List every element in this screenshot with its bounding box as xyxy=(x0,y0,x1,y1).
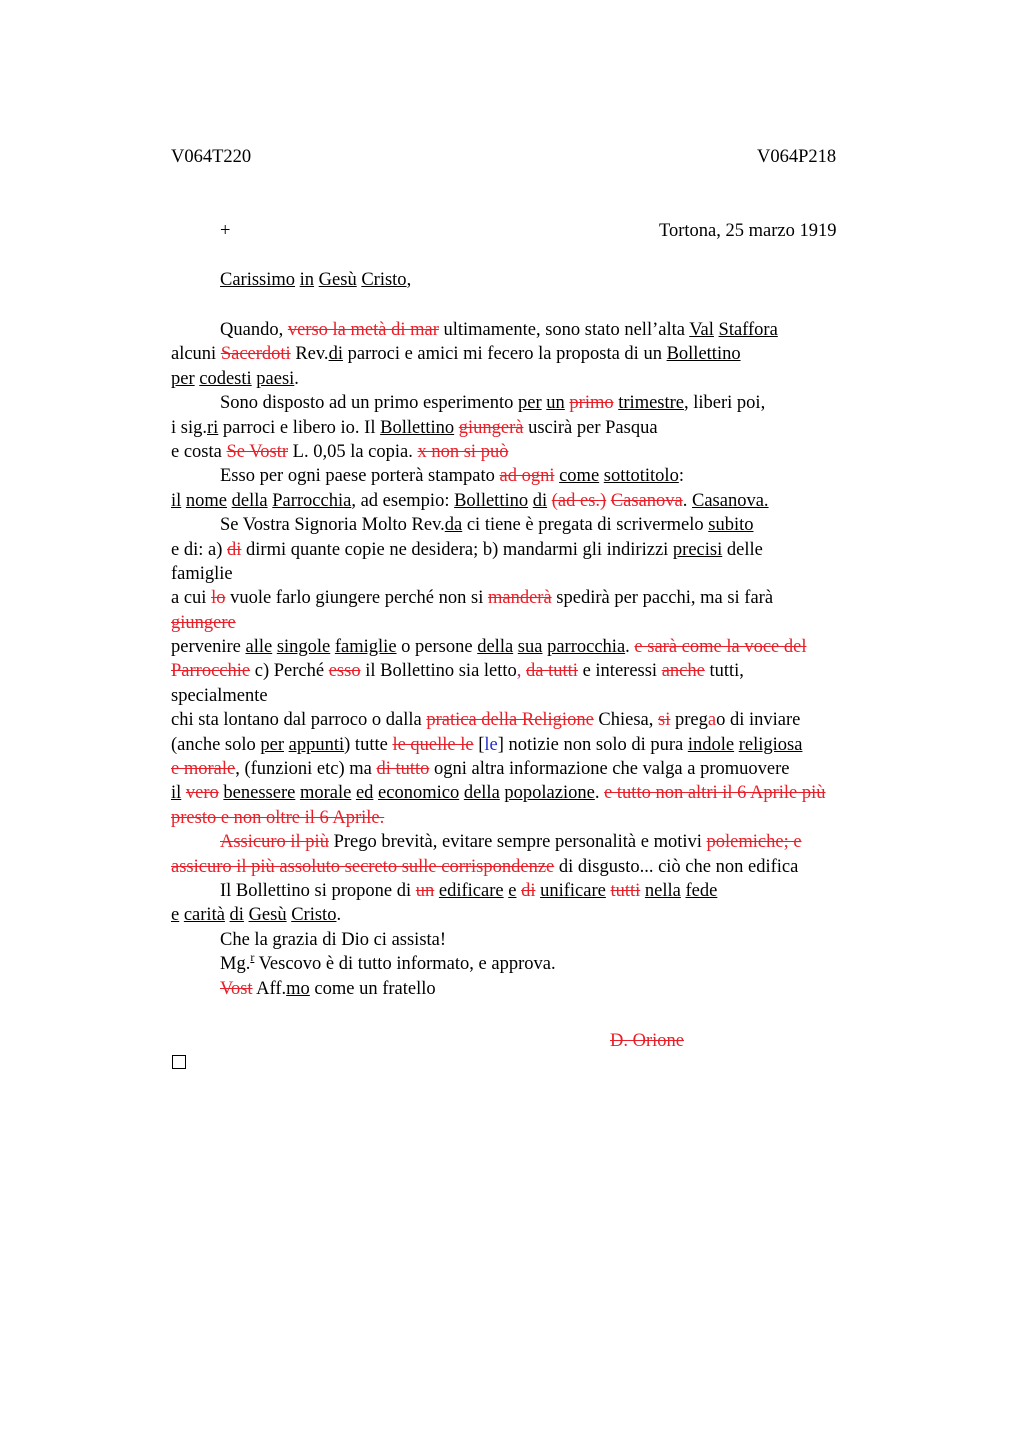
text-segment: o persone xyxy=(396,637,478,658)
text-segment: e interessi xyxy=(577,661,662,682)
header-left-code: V064T220 xyxy=(171,147,252,167)
deleted-text: si xyxy=(658,710,671,731)
underlined-text: popolazione xyxy=(504,783,595,804)
deleted-text: lo xyxy=(211,588,226,609)
text-line xyxy=(171,977,931,1001)
letter-body xyxy=(171,318,931,1001)
underlined-text: precisi xyxy=(672,539,723,560)
checkbox-square xyxy=(172,1055,186,1069)
underlined-text: di xyxy=(229,905,244,926)
underlined-text: come xyxy=(559,466,600,487)
deleted-text: presto e non oltre il 6 Aprile. xyxy=(171,807,385,828)
text-segment: famiglie xyxy=(171,563,233,584)
underlined-text: Bollettino xyxy=(454,490,529,511)
text-line xyxy=(171,562,931,586)
text-line xyxy=(171,952,931,976)
underlined-text: alle xyxy=(245,637,273,658)
underlined-text: indole xyxy=(687,734,735,755)
text-line xyxy=(171,440,931,464)
deleted-text: Se Vostr xyxy=(226,441,289,462)
underlined-text: di xyxy=(532,490,548,511)
text-line xyxy=(171,635,931,659)
header-right-code: V064P218 xyxy=(757,147,837,167)
underlined-text: della xyxy=(231,490,268,511)
deleted-text: assicuro il più assoluto secreto sulle corrispondenze xyxy=(171,856,555,877)
text-segment: c) Perché xyxy=(250,661,329,682)
underlined-text: Bollettino xyxy=(666,344,741,365)
text-line xyxy=(171,538,931,562)
underlined-text: singole xyxy=(276,637,331,658)
deleted-text: Vost xyxy=(220,978,253,999)
underlined-text: il xyxy=(171,490,182,511)
deleted-text: e morale xyxy=(171,759,236,780)
text-segment: delle xyxy=(722,539,763,560)
text-line xyxy=(171,416,931,440)
text-segment: e costa xyxy=(171,441,227,462)
deleted-text: Assicuro il più xyxy=(220,832,329,853)
deleted-text: Casanova xyxy=(610,490,683,511)
deleted-text: di xyxy=(521,880,536,901)
text-segment: parroci e amici mi fecero la proposta di un xyxy=(342,344,667,365)
text-segment: a cui xyxy=(171,588,212,609)
text-line xyxy=(171,903,931,927)
text-segment: . xyxy=(594,783,605,804)
deleted-text: (ad es.) xyxy=(551,490,607,511)
text-line xyxy=(171,611,931,635)
text-line xyxy=(171,464,931,488)
text-segment: (anche solo xyxy=(171,734,261,755)
text-segment: . xyxy=(294,368,299,389)
text-segment: Sono disposto ad un primo esperimento xyxy=(220,393,519,414)
salutation-word: Carissimo xyxy=(220,270,296,290)
text-line xyxy=(171,757,931,781)
underlined-text: della xyxy=(477,637,514,658)
text-segment: parroci e libero io. Il xyxy=(218,417,381,438)
underlined-text: edificare xyxy=(438,880,504,901)
text-line xyxy=(171,806,931,830)
text-segment: spedirà per pacchi, ma si farà xyxy=(551,588,774,609)
text-line xyxy=(171,342,931,366)
underlined-text: codesti xyxy=(199,368,252,389)
text-segment: vuole farlo giungere perché non si xyxy=(225,588,488,609)
editor-insertion: le xyxy=(484,734,498,755)
text-line xyxy=(171,928,931,952)
text-line xyxy=(171,855,931,879)
text-segment: Quando, xyxy=(220,320,288,340)
text-segment: o di inviare xyxy=(716,710,801,731)
text-segment: i sig. xyxy=(171,417,207,438)
salutation-word: Gesù xyxy=(318,270,357,290)
underlined-text: di xyxy=(328,344,343,365)
underlined-text: famiglie xyxy=(334,637,397,658)
text-segment: uscirà per Pasqua xyxy=(523,417,658,438)
underlined-text: sua xyxy=(517,637,543,658)
deleted-text: un xyxy=(415,880,435,901)
deleted-text: vero xyxy=(185,783,219,804)
text-segment: di disgusto... ciò che non edifica xyxy=(554,856,799,877)
deleted-text: e tutto non altri il 6 Aprile più xyxy=(604,783,826,804)
underlined-text: sottotitolo xyxy=(603,466,679,487)
place-date: Tortona, 25 marzo 1919 xyxy=(659,221,837,241)
text-segment: . xyxy=(336,905,342,926)
underlined-text: appunti xyxy=(288,734,345,755)
text-segment: Vescovo è di tutto informato, e approva. xyxy=(254,954,556,975)
text-segment: Chiesa, xyxy=(593,710,659,731)
text-line xyxy=(171,513,931,537)
text-segment: Aff. xyxy=(252,978,287,999)
underlined-text: per xyxy=(260,734,285,755)
underlined-text: un xyxy=(546,393,565,414)
text-segment: pervenire xyxy=(171,637,246,658)
text-segment: . xyxy=(625,637,635,658)
text-segment: Rev. xyxy=(290,344,329,365)
text-segment: . xyxy=(682,490,692,511)
underlined-text: subito xyxy=(708,515,754,536)
deleted-text: primo xyxy=(569,393,614,414)
text-segment: ogni altra informazione che valga a promuovere xyxy=(429,759,790,780)
text-segment: ultimamente, sono stato nell’alta xyxy=(438,320,690,340)
underlined-text: Casanova. xyxy=(692,490,769,511)
underlined-text: religiosa xyxy=(738,734,803,755)
deleted-text: x non si può xyxy=(417,441,509,462)
underlined-text: e xyxy=(508,880,517,901)
underlined-text: Parrocchia xyxy=(272,490,352,511)
underlined-text: paesi xyxy=(256,368,295,389)
underlined-text: parrocchia xyxy=(547,637,626,658)
text-line xyxy=(171,367,931,391)
underlined-text: Gesù xyxy=(248,905,287,926)
underlined-text: Staffora xyxy=(718,320,778,340)
text-segment: , ad esempio: xyxy=(351,490,455,511)
underlined-text: e xyxy=(171,905,180,926)
underlined-text: per xyxy=(171,368,195,389)
underlined-text: ri xyxy=(206,417,219,438)
deleted-text: tutti xyxy=(610,880,641,901)
salutation: Carissimo in Gesù Cristo, xyxy=(220,270,412,290)
underlined-text: da xyxy=(444,515,463,536)
deleted-text: giungerà xyxy=(458,417,524,438)
text-line xyxy=(171,659,931,683)
text-segment: Che la grazia di Dio ci assista! xyxy=(220,929,447,950)
deleted-text: e sarà come la voce del xyxy=(634,637,807,658)
deleted-text: esso xyxy=(328,661,361,682)
signature: D. Orione xyxy=(610,1031,684,1051)
underlined-text: il xyxy=(171,783,182,804)
text-line xyxy=(171,830,931,854)
underlined-text: carità xyxy=(183,905,225,926)
underlined-text: fede xyxy=(685,880,718,901)
text-segment: ) tutte xyxy=(344,734,393,755)
text-segment: Mg. xyxy=(220,954,251,975)
text-segment: come un fratello xyxy=(309,978,436,999)
underlined-text: benessere xyxy=(223,783,296,804)
deleted-text: da tutti xyxy=(526,661,578,682)
underlined-text: Val xyxy=(689,320,714,340)
underlined-text: Cristo xyxy=(291,905,337,926)
salutation-word: Cristo xyxy=(361,270,407,290)
deleted-text: ad ogni xyxy=(499,466,555,487)
text-segment: Prego brevità, evitare sempre personalità e motivi xyxy=(328,832,707,853)
salutation-word: in xyxy=(299,270,315,290)
deleted-text: giungere xyxy=(171,612,236,633)
text-segment: Esso per ogni paese porterà stampato xyxy=(220,466,500,487)
inserted-text: , xyxy=(516,661,522,682)
underlined-text: unificare xyxy=(540,880,606,901)
text-line xyxy=(171,391,931,415)
deleted-text: di xyxy=(227,539,242,560)
text-segment: e di: a) xyxy=(171,539,227,560)
text-line xyxy=(171,684,931,708)
deleted-text: di tutto xyxy=(376,759,430,780)
text-line xyxy=(171,489,931,513)
text-segment: tutti, xyxy=(704,661,744,682)
text-line xyxy=(171,318,931,342)
underlined-text: Bollettino xyxy=(380,417,455,438)
inserted-text: a xyxy=(707,710,717,731)
text-segment: , (funzioni etc) ma xyxy=(235,759,377,780)
text-segment: L. 0,05 la copia. xyxy=(288,441,418,462)
underlined-text: ed xyxy=(355,783,374,804)
text-segment: chi sta lontano dal parroco o dalla xyxy=(171,710,427,731)
text-segment: , liberi poi, xyxy=(684,393,766,414)
text-segment: : xyxy=(678,466,684,487)
text-segment: Se Vostra Signoria Molto Rev. xyxy=(220,515,445,536)
deleted-text: le quelle le xyxy=(392,734,474,755)
deleted-text: Sacerdoti xyxy=(220,344,291,365)
text-segment: il Bollettino sia letto xyxy=(360,661,517,682)
text-segment: dirmi quante copie ne desidera; b) mandarmi gli indirizzi xyxy=(241,539,673,560)
deleted-text: polemiche; e xyxy=(706,832,802,853)
underlined-text: nome xyxy=(185,490,228,511)
text-segment: Il Bollettino si propone di xyxy=(220,880,416,901)
deleted-text: verso la metà di mar xyxy=(287,320,439,340)
text-segment: specialmente xyxy=(171,685,268,706)
text-segment: preg xyxy=(670,710,708,731)
text-segment: ci tiene è pregata di scrivermelo xyxy=(462,515,709,536)
deleted-text: anche xyxy=(661,661,705,682)
text-line xyxy=(171,708,931,732)
underlined-text: trimestre xyxy=(618,393,685,414)
text-line xyxy=(171,733,931,757)
text-line xyxy=(171,586,931,610)
text-segment: [ xyxy=(473,734,485,755)
underlined-text: della xyxy=(463,783,500,804)
deleted-text: pratica della Religione xyxy=(426,710,594,731)
underlined-text: morale xyxy=(299,783,352,804)
underlined-text: per xyxy=(518,393,542,414)
text-line xyxy=(171,879,931,903)
cross-symbol: + xyxy=(220,221,231,241)
underlined-text: economico xyxy=(378,783,460,804)
text-line xyxy=(171,781,931,805)
deleted-text: Parrocchie xyxy=(171,661,251,682)
deleted-text: manderà xyxy=(487,588,552,609)
underlined-text: nella xyxy=(644,880,681,901)
text-segment: ] notizie non solo di pura xyxy=(497,734,688,755)
superscript-text: r xyxy=(250,950,255,965)
underlined-text: mo xyxy=(286,978,310,999)
text-segment: alcuni xyxy=(171,344,221,365)
